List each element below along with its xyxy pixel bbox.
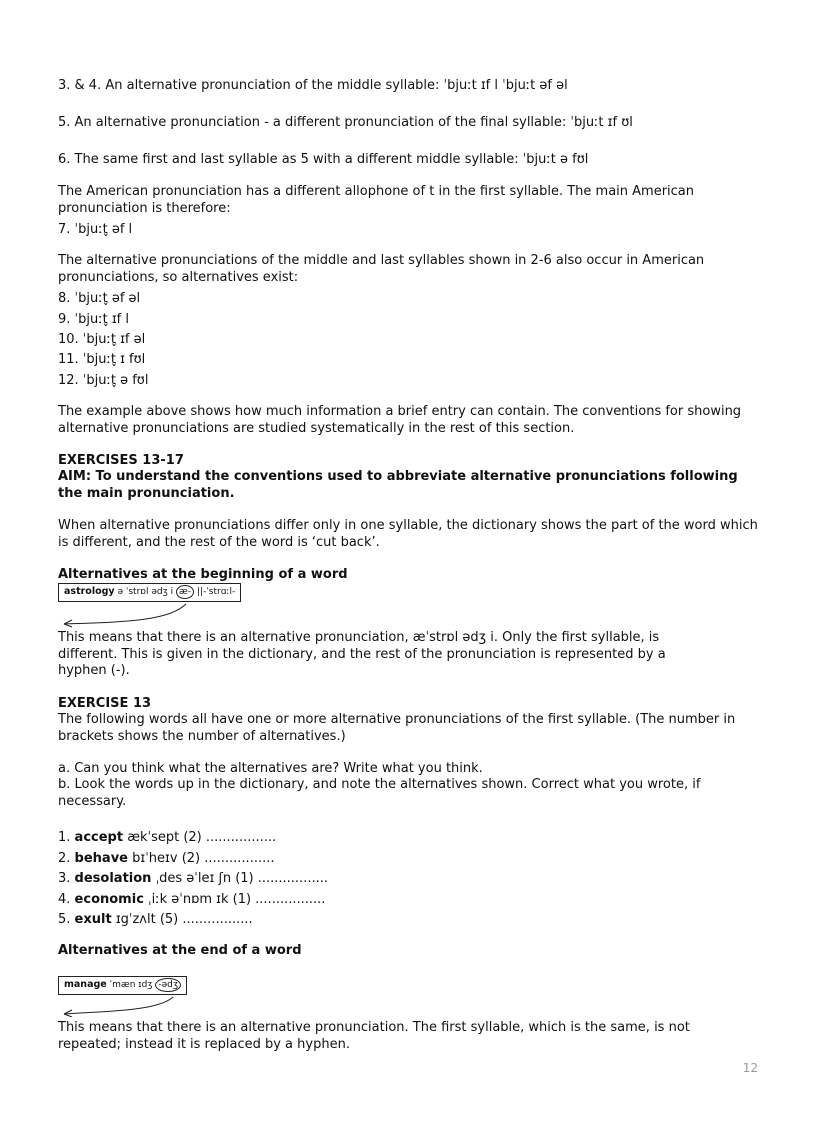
line-12: 12. ˈbjuːt̬ ə fʊl (58, 373, 149, 388)
line-8: 8. ˈbjuːt̬ əf əl (58, 291, 141, 306)
arrow-icon (58, 602, 198, 628)
list-item: 1. accept ækˈsept (2) ................. (58, 830, 277, 845)
exercise-13-heading: EXERCISE 13 (58, 696, 152, 711)
line-9: 9. ˈbjuːt̬ ɪf l (58, 312, 129, 327)
arrow-icon (58, 995, 198, 1017)
snippet-rest: ||-ˈstrɑːl- (197, 587, 236, 597)
end-heading: Alternatives at the end of a word (58, 943, 302, 958)
end-explanation: This means that there is an alternative pronunciation. The first syllable, which is the same, is not repeated; instead it is replaced by a hyphen. (58, 1020, 690, 1052)
line-6: 6. The same first and last syllable as 5 with a different middle syllable: ˈbjuːt ə fʊl (58, 152, 589, 167)
line-11: 11. ˈbjuːt̬ ɪ fʊl (58, 352, 146, 367)
manage-dictionary-snippet (58, 976, 198, 1017)
snippet-circled-alternative: æ- (176, 585, 194, 599)
snippet-circled-alternative: -ədʒ (155, 978, 181, 992)
snippet-headword: astrology (64, 586, 115, 597)
line-3-4: 3. & 4. An alternative pronunciation of the middle syllable: ˈbjuːt ɪf l ˈbjuːt əf əl (58, 78, 568, 93)
snippet-headword: manage (64, 979, 107, 990)
astrology-dictionary-snippet (58, 583, 241, 628)
word-list (58, 828, 328, 931)
line-7: 7. ˈbjuːt̬ əf l (58, 222, 133, 237)
list-item: 5. exult ɪgˈzʌlt (5) ................. (58, 912, 253, 927)
begin-explanation: This means that there is an alternative pronunciation, æˈstrɒl ədʒ i. Only the first syllable, is different. This is given in the dictionary, and the rest of the pronunciation is represented by a hyphen (-). (58, 630, 666, 678)
list-item: 4. economic ˌiːk əˈnɒm ɪk (1) ................. (58, 891, 326, 907)
exercises-heading: EXERCISES 13-17 (58, 453, 184, 468)
exercise-13-intro: The following words all have one or more alternative pronunciations of the first syllable. (The number in brackets shows the number of alternatives.) (58, 712, 736, 744)
example-paragraph: The example above shows how much information a brief entry can contain. The conventions for showing alternative pronunciations are studied systematically in the rest of this section. (58, 404, 742, 436)
snippet-pron: ˈmæn ɪdʒ (109, 980, 153, 990)
cutback-paragraph: When alternative pronunciations differ only in one syllable, the dictionary shows the part of the word which is different, and the rest of the word is ‘cut back’. (58, 518, 758, 550)
list-item: 3. desolation ˌdes əˈleɪ ʃn (1) ................. (58, 871, 328, 886)
american-paragraph: The American pronunciation has a different allophone of t in the first syllable. The main American pronunciation is therefore: (58, 184, 695, 216)
line-10: 10. ˈbjuːt̬ ɪf əl (58, 332, 146, 347)
aim-heading: AIM: To understand the conventions used to abbreviate alternative pronunciations following the main pronunciation. (58, 469, 738, 501)
alternatives-paragraph: The alternative pronunciations of the middle and last syllables shown in 2-6 also occur in American pronunciations, so alternatives exist: (58, 253, 705, 285)
task-a: a. Can you think what the alternatives are? Write what you think. (58, 761, 483, 776)
snippet-pron: ə ˈstrɒl ədʒ i (117, 587, 174, 597)
task-b: b. Look the words up in the dictionary, and note the alternatives shown. Correct what you wrote, if necessary. (58, 777, 701, 809)
page-number: 12 (742, 1061, 758, 1075)
begin-heading: Alternatives at the beginning of a word (58, 567, 348, 582)
list-item: 2. behave bɪˈheɪv (2) ................. (58, 850, 275, 866)
line-5: 5. An alternative pronunciation - a different pronunciation of the final syllable: ˈbjuːt ɪf ʊl (58, 115, 633, 130)
